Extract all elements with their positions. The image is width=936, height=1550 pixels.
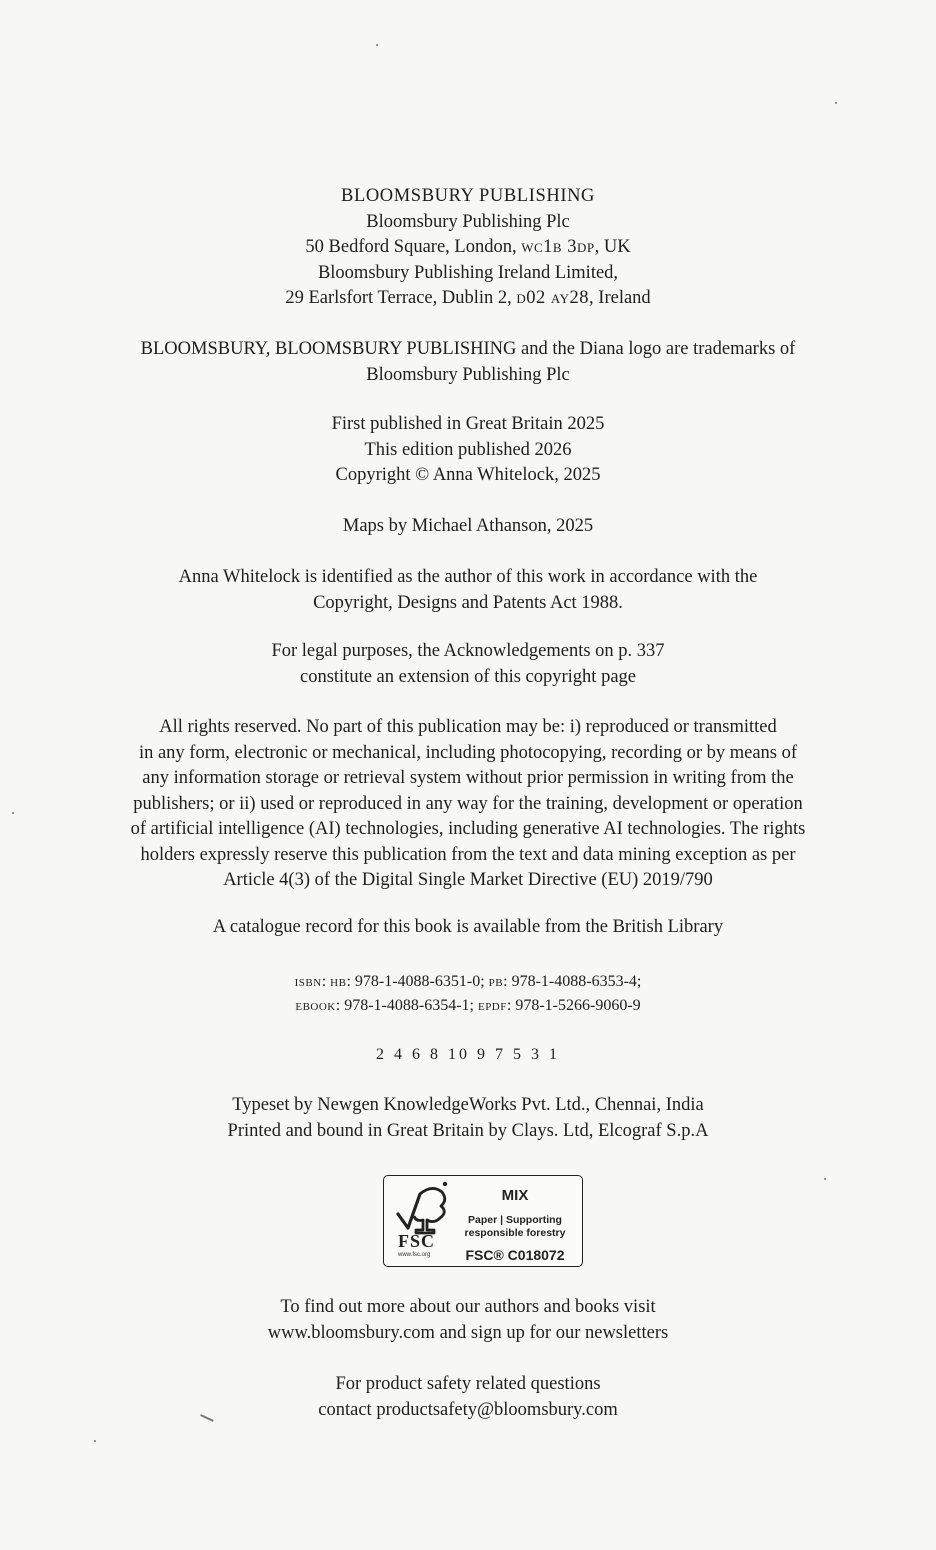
safety-line: For product safety related questions	[335, 1374, 601, 1394]
rights-line: in any form, electronic or mechanical, including photocopying, recording or by means of	[138, 742, 798, 763]
isbn-ebook: 978-1-4088-6354-1	[344, 997, 470, 1014]
irish-company-name: Bloomsbury Publishing Ireland Limited,	[317, 262, 619, 283]
ebook-label: ebook	[295, 997, 336, 1014]
rights-line: of artificial intelligence (AI) technologies, including generative AI technologies. The rights	[130, 819, 806, 839]
website-info	[60, 1295, 876, 1346]
acknowledgements-line: constitute an extension of this copyright page	[299, 666, 636, 687]
rights-line: All rights reserved. No part of this publication may be: i) reproduced or transmitted	[159, 717, 777, 737]
imprint-name: BLOOMSBURY PUBLISHING	[341, 186, 595, 206]
company-address	[60, 235, 876, 261]
isbn-pb: 978-1-4088-6353-4	[511, 973, 637, 990]
irish-company-address	[60, 286, 876, 312]
fsc-text	[456, 1186, 574, 1264]
scan-speck	[94, 1440, 96, 1442]
irish-address-country: , Ireland	[589, 288, 651, 308]
address-postcode: wc1b 3dp	[521, 237, 595, 257]
isbn-line-digital: ebook: 978-1-4088-6354-1; epdf: 978-1-5266-9060-9	[295, 997, 641, 1014]
rights-line: holders expressly reserve this publication from the text and data mining exception as per	[140, 844, 796, 865]
isbn-line-print: isbn: hb: 978-1-4088-6351-0; pb: 978-1-4088-6353-4;	[294, 973, 642, 990]
fsc-paper-line: Paper | Supporting	[468, 1214, 562, 1226]
address-country: , UK	[594, 237, 631, 257]
acknowledgements-note	[60, 639, 876, 690]
fsc-forestry-line: responsible forestry	[464, 1227, 566, 1239]
typeset-line: Typeset by Newgen KnowledgeWorks Pvt. Ltd., Chennai, India	[232, 1095, 704, 1115]
isbn-epdf: 978-1-5266-9060-9	[515, 997, 641, 1014]
scan-speck	[12, 812, 14, 814]
trademark-notice	[60, 337, 876, 388]
hb-label: hb	[330, 973, 347, 990]
fsc-license-code: FSC® C018072	[465, 1247, 565, 1263]
epdf-label: epdf	[477, 997, 507, 1014]
this-edition: This edition published 2026	[364, 439, 572, 460]
pb-label: pb	[488, 973, 504, 990]
author-rights	[60, 565, 876, 616]
rights-reserved	[60, 715, 876, 894]
trademark-line: BLOOMSBURY, BLOOMSBURY PUBLISHING and the Diana logo are trademarks of	[140, 339, 796, 359]
product-safety	[60, 1372, 876, 1423]
isbn-block	[60, 970, 876, 1018]
printer-key: 2 4 6 8 10 9 7 5 3 1	[376, 1046, 560, 1063]
fsc-website: www.fsc.org	[398, 1252, 431, 1258]
author-rights-line: Copyright, Designs and Patents Act 1988.	[313, 592, 623, 613]
safety-email-line: contact productsafety@bloomsbury.com	[318, 1399, 618, 1420]
trademark-line: Bloomsbury Publishing Plc	[366, 364, 570, 385]
impression-line	[60, 1042, 876, 1068]
scan-speck	[376, 44, 378, 46]
production-credits	[60, 1093, 876, 1144]
copyright-line: Copyright © Anna Whitelock, 2025	[335, 465, 601, 485]
rights-line: any information storage or retrieval system without prior permission in writing from the	[142, 768, 794, 788]
catalogue-line: A catalogue record for this book is available from the British Library	[212, 917, 724, 937]
author-rights-line: Anna Whitelock is identified as the author of this work in accordance with the	[178, 567, 758, 587]
maps-credit	[60, 514, 876, 540]
maps-line: Maps by Michael Athanson, 2025	[342, 516, 594, 536]
irish-address-street: 29 Earlsfort Terrace, Dublin 2,	[285, 288, 517, 308]
isbn-label: isbn	[294, 973, 322, 990]
acknowledgements-line: For legal purposes, the Acknowledgements on p. 337	[271, 641, 665, 661]
website-line: To find out more about our authors and books visit	[280, 1297, 656, 1317]
irish-address-postcode: d02 ay28	[516, 288, 590, 308]
publisher-block	[60, 184, 876, 312]
first-published: First published in Great Britain 2025	[331, 414, 605, 434]
rights-line: Article 4(3) of the Digital Single Market Directive (EU) 2019/790	[223, 870, 713, 890]
isbn-hb: 978-1-4088-6351-0	[354, 973, 481, 990]
company-name: Bloomsbury Publishing Plc	[366, 211, 570, 232]
scan-speck	[835, 102, 837, 104]
website-line: www.bloomsbury.com and sign up for our newsletters	[267, 1322, 669, 1343]
fsc-logo	[383, 1175, 583, 1267]
publication-history	[60, 412, 876, 489]
rights-line: publishers; or ii) used or reproduced in any way for the training, development or operation	[133, 793, 803, 814]
catalogue-record	[60, 915, 876, 941]
printed-line: Printed and bound in Great Britain by Clays. Ltd, Elcograf S.p.A	[227, 1120, 709, 1141]
address-street: 50 Bedford Square, London,	[305, 237, 522, 257]
fsc-letters: FSC	[398, 1231, 436, 1251]
scan-speck	[824, 1178, 826, 1180]
fsc-mix-label: MIX	[501, 1187, 529, 1204]
